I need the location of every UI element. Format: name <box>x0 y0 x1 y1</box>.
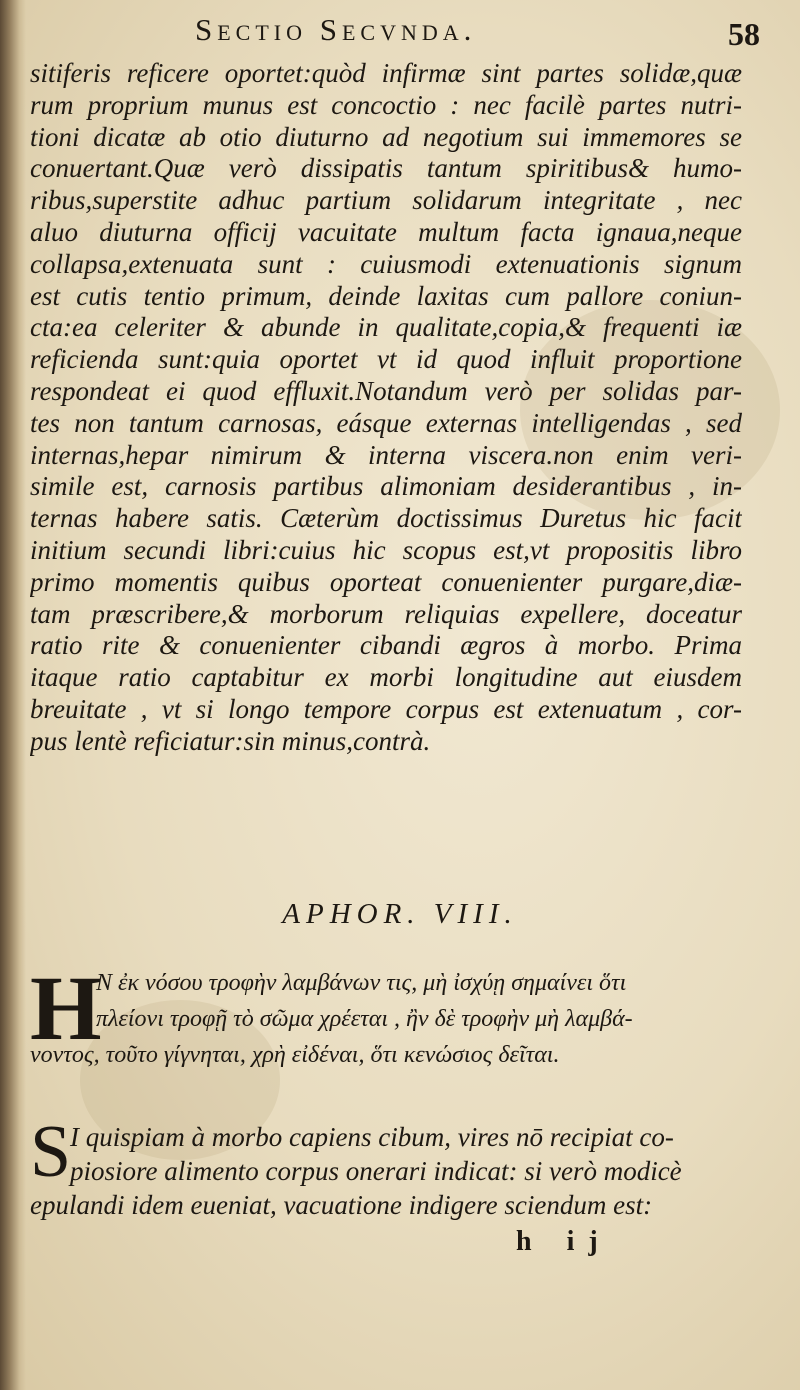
text-line: sitiferis reficere oportet:quòd infirmæ sint partes solidæ,quæ <box>30 58 742 88</box>
translation-line: piosiore alimento corpus onerari indicat: si verò modicè <box>70 1156 682 1186</box>
aphorism-heading: APHOR. VIII. <box>282 898 518 930</box>
text-line: tam præscribere,& morborum reliquias expellere, doceatur <box>30 598 742 629</box>
text-line: reficienda sunt:quia oportet vt id quod influit proportione <box>30 344 742 375</box>
text-line: ratio rite & conuenienter cibandi ægros à morbo. Prima <box>30 630 742 661</box>
text-line: ternas habere satis. Cæterùm doctissimus Duretus hic facit <box>30 503 742 534</box>
binding-gutter <box>0 0 26 1390</box>
text-line: itaque ratio captabitur ex morbi longitudine aut eiusdem <box>30 662 742 693</box>
text-line: tes non tantum carnosas, eásque externas intelligendas , sed <box>30 407 742 438</box>
text-line: initium secundi libri:cuius hic scopus est,vt propositis libro <box>30 534 742 565</box>
text-line: pus lentè reficiatur:sin minus,contrà. <box>30 725 431 756</box>
text-line: rum proprium munus est concoctio : nec facilè partes nutri- <box>30 89 742 120</box>
running-head <box>195 12 760 56</box>
text-line: cta:ea celeriter & abunde in qualitate,copia,& frequenti iæ <box>30 312 742 343</box>
commentary-text <box>30 58 742 758</box>
greek-line: Ν ἐκ νόσου τροφὴν λαμβάνων τις, μὴ ἰσχύῃ σημαίνει ὅτι <box>96 970 627 996</box>
text-line: tioni dicatæ ab otio diuturno ad negotium sui immemores se <box>30 121 742 152</box>
translation-line: epulandi idem eueniat, vacuatione indigere sciendum est: <box>30 1190 653 1220</box>
text-line: ribus,superstite adhuc partium solidarum integritate , nec <box>30 185 742 216</box>
text-line: primo momentis quibus oporteat conuenienter purgare,diæ- <box>30 566 742 597</box>
text-line: collapsa,extenuata sunt : cuiusmodi extenuationis signum <box>30 248 742 279</box>
text-line: breuitate , vt si longo tempore corpus est extenuatum , cor- <box>30 693 742 724</box>
drop-cap: H <box>30 957 102 1059</box>
drop-cap: S <box>30 1111 72 1193</box>
text-line: internas,hepar nimirum & interna viscera.non enim veri- <box>30 439 742 470</box>
page-number: 58 <box>728 16 760 52</box>
text-line: respondeat ei quod effluxit.Notandum verò per solidas par- <box>30 375 742 406</box>
text-line: est cutis tentio primum, deinde laxitas cum pallore coniun- <box>30 280 742 311</box>
greek-line: νοντος, τοῦτο γίγνηται, χρὴ εἰδέναι, ὅτι κενώσιος δεῖται. <box>30 1042 560 1068</box>
signature-mark: h ij <box>516 1226 612 1257</box>
text-line: aluo diuturna officij vacuitate multum facta ignaua,neque <box>30 216 742 247</box>
running-title: Sectio Secvnda. <box>195 12 477 47</box>
text-line: conuertant.Quæ verò dissipatis tantum spiritibus& humo- <box>30 153 742 184</box>
text-line: simile est, carnosis partibus alimoniam desiderantibus , in- <box>30 471 742 502</box>
translation-line: I quispiam à morbo capiens cibum, vires nō recipiat co- <box>70 1122 674 1152</box>
greek-line: πλείονι τροφῇ τὸ σῶμα χρέεται , ἢν δὲ τροφὴν μὴ λαμβά- <box>96 1006 633 1032</box>
